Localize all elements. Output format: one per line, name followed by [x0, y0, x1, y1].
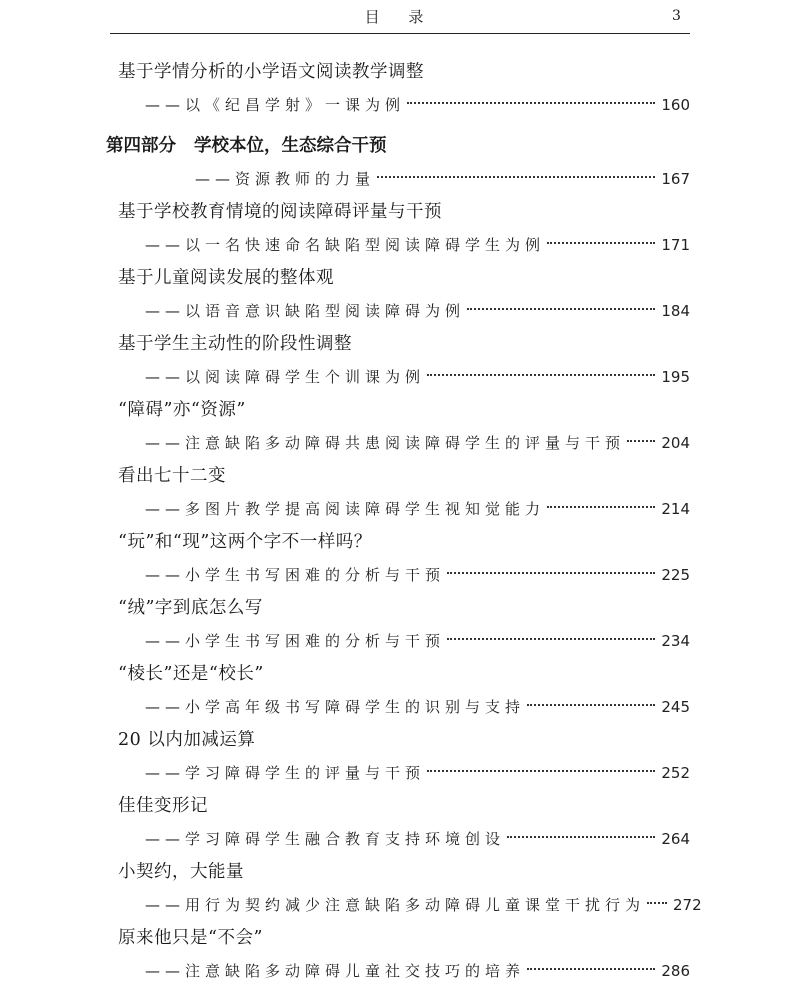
- toc-entry-subtitle-row[interactable]: [145, 94, 690, 116]
- toc-entry-subtitle: ——学习障碍学生融合教育支持环境创设: [145, 830, 506, 848]
- toc-entry-subtitle-row[interactable]: [145, 564, 690, 586]
- toc-entry-title[interactable]: 小契约，大能量: [118, 862, 244, 882]
- toc-entry-subtitle-row[interactable]: [145, 366, 690, 388]
- header-page-number: 3: [672, 8, 681, 24]
- dot-leader: [447, 572, 655, 574]
- toc-entry-title[interactable]: 看出七十二变: [118, 466, 226, 486]
- toc-entry-title[interactable]: “棱长”还是“校长”: [118, 664, 264, 684]
- toc-entry-subtitle: ——注意缺陷多动障碍儿童社交技巧的培养: [145, 962, 526, 980]
- toc-entry-subtitle-row[interactable]: [145, 432, 690, 454]
- toc-entry-title[interactable]: “玩”和“现”这两个字不一样吗？: [118, 532, 372, 552]
- toc-part-heading[interactable]: [106, 134, 387, 158]
- dot-leader: [627, 440, 655, 442]
- dot-leader: [507, 836, 655, 838]
- dot-leader: [447, 638, 655, 640]
- toc-entry-page: 160: [661, 96, 690, 114]
- toc-entry-subtitle: ——以阅读障碍学生个训课为例: [145, 368, 426, 386]
- dot-leader: [527, 968, 655, 970]
- dot-leader: [377, 176, 655, 178]
- toc-entry-subtitle-row[interactable]: [145, 630, 690, 652]
- header-divider: [110, 33, 690, 34]
- toc-entry-title[interactable]: “障碍”亦“资源”: [118, 400, 246, 420]
- header-title: 目 录: [364, 8, 436, 26]
- toc-entry-page: 252: [661, 764, 690, 782]
- dot-leader: [427, 374, 655, 376]
- toc-entry-title[interactable]: 20 以内加减运算: [118, 730, 256, 750]
- dot-leader: [647, 902, 667, 904]
- toc-entry-subtitle-row[interactable]: [145, 960, 690, 982]
- toc-entry-subtitle-row[interactable]: [145, 498, 690, 520]
- toc-entry-subtitle: ——小学高年级书写障碍学生的识别与支持: [145, 698, 526, 716]
- toc-entry-subtitle-row[interactable]: [145, 762, 690, 784]
- toc-entry-subtitle: ——多图片教学提高阅读障碍学生视知觉能力: [145, 500, 546, 518]
- toc-entry-page: 214: [661, 500, 690, 518]
- toc-entry-page: 286: [661, 962, 690, 980]
- toc-entry-page: 204: [661, 434, 690, 452]
- toc-entry-title[interactable]: 基于学情分析的小学语文阅读教学调整: [118, 62, 424, 82]
- toc-entry-subtitle-row[interactable]: [145, 234, 690, 256]
- toc-entry-subtitle: ——小学生书写困难的分析与干预: [145, 566, 446, 584]
- toc-entry-title[interactable]: 原来他只是“不会”: [118, 928, 263, 948]
- toc-entry-subtitle-row[interactable]: [145, 828, 690, 850]
- toc-entry-page: 264: [661, 830, 690, 848]
- toc-entry-subtitle: ——用行为契约减少注意缺陷多动障碍儿童课堂干扰行为: [145, 896, 646, 914]
- dot-leader: [547, 242, 655, 244]
- toc-entry-title[interactable]: 佳佳变形记: [118, 796, 208, 816]
- toc-entry-page: 225: [661, 566, 690, 584]
- toc-entry-page: 195: [661, 368, 690, 386]
- toc-entry-subtitle: ——资源教师的力量: [195, 170, 376, 188]
- part-title: 学校本位，生态综合干预: [194, 136, 387, 156]
- toc-entry-page: 171: [661, 236, 690, 254]
- toc-entry-subtitle: ——小学生书写困难的分析与干预: [145, 632, 446, 650]
- toc-entry-subtitle-row[interactable]: [195, 168, 690, 190]
- toc-entry-subtitle-row[interactable]: [145, 300, 690, 322]
- dot-leader: [547, 506, 655, 508]
- part-label: 第四部分: [106, 136, 176, 156]
- dot-leader: [427, 770, 655, 772]
- toc-entry-page: 272: [673, 896, 702, 914]
- dot-leader: [467, 308, 655, 310]
- toc-entry-subtitle: ——学习障碍学生的评量与干预: [145, 764, 426, 782]
- toc-entry-subtitle-row[interactable]: [145, 894, 702, 916]
- dot-leader: [527, 704, 655, 706]
- toc-entry-title[interactable]: 基于学生主动性的阶段性调整: [118, 334, 352, 354]
- toc-entry-subtitle: ——以一名快速命名缺陷型阅读障碍学生为例: [145, 236, 546, 254]
- toc-entry-subtitle: ——以语音意识缺陷型阅读障碍为例: [145, 302, 466, 320]
- toc-entry-title[interactable]: 基于学校教育情境的阅读障碍评量与干预: [118, 202, 442, 222]
- toc-entry-page: 184: [661, 302, 690, 320]
- toc-entry-subtitle: ——注意缺陷多动障碍共患阅读障碍学生的评量与干预: [145, 434, 626, 452]
- dot-leader: [407, 102, 655, 104]
- toc-entry-title[interactable]: 基于儿童阅读发展的整体观: [118, 268, 334, 288]
- toc-entry-subtitle: ——以《纪昌学射》一课为例: [145, 96, 406, 114]
- toc-entry-title[interactable]: “绒”字到底怎么写: [118, 598, 263, 618]
- toc-entry-page: 245: [661, 698, 690, 716]
- toc-entry-page: 167: [661, 170, 690, 188]
- toc-entry-subtitle-row[interactable]: [145, 696, 690, 718]
- toc-entry-page: 234: [661, 632, 690, 650]
